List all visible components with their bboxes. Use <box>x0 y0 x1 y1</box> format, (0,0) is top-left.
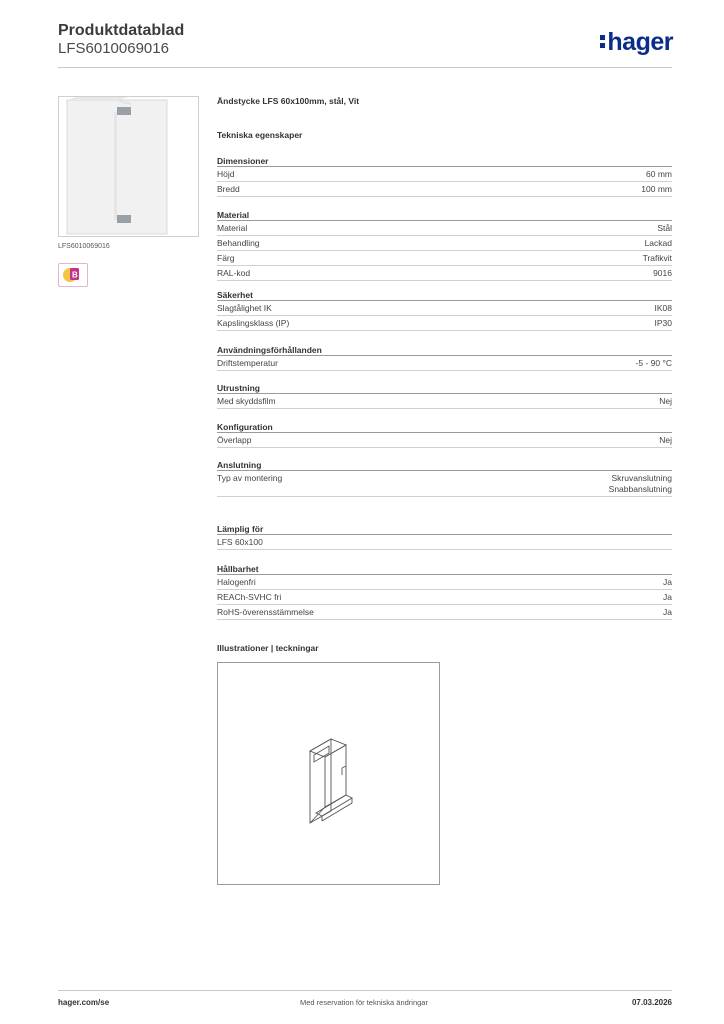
spec-label: Behandling <box>217 238 260 248</box>
section-title: Utrustning <box>217 382 672 394</box>
spec-value <box>609 473 672 495</box>
illustration-drawing <box>217 662 440 885</box>
product-description: Ändstycke LFS 60x100mm, stål, Vit <box>217 96 360 106</box>
spec-row <box>217 575 672 590</box>
spec-value-line: -5 - 90 °C <box>635 358 672 368</box>
spec-section <box>217 209 672 281</box>
spec-row <box>217 301 672 316</box>
product-image-caption: LFS6010069016 <box>58 243 110 250</box>
spec-value <box>655 303 673 314</box>
spec-label: RoHS-överensstämmelse <box>217 607 314 617</box>
spec-value <box>646 169 672 180</box>
hager-logo: hager <box>600 28 673 57</box>
spec-value-line: Snabbanslutning <box>608 484 672 494</box>
properties-heading: Tekniska egenskaper <box>217 130 303 140</box>
spec-value-line: Ja <box>663 592 672 602</box>
spec-value-line: 9016 <box>653 268 672 278</box>
spec-value <box>659 435 672 446</box>
spec-row <box>217 590 672 605</box>
spec-label: Material <box>217 223 248 233</box>
section-title: Konfiguration <box>217 421 672 433</box>
spec-row <box>217 394 672 409</box>
footer-divider <box>58 990 672 991</box>
spec-section <box>217 459 672 497</box>
spec-section <box>217 155 672 197</box>
spec-value <box>645 238 672 249</box>
spec-value <box>653 268 672 279</box>
spec-row <box>217 535 672 550</box>
spec-value-line: Stål <box>657 223 672 233</box>
spec-label: Slagtålighet IK <box>217 303 272 313</box>
spec-row <box>217 167 672 182</box>
spec-value-line: 60 mm <box>646 169 672 179</box>
spec-label: Höjd <box>217 169 235 179</box>
spec-row <box>217 221 672 236</box>
spec-row <box>217 182 672 197</box>
spec-row <box>217 266 672 281</box>
illustrations-title: Illustrationer | teckningar <box>217 643 319 653</box>
spec-value <box>643 253 672 264</box>
spec-section <box>217 523 672 550</box>
spec-section <box>217 344 672 371</box>
spec-label: Bredd <box>217 184 240 194</box>
spec-label: REACh-SVHC fri <box>217 592 282 602</box>
spec-row <box>217 356 672 371</box>
svg-text:B: B <box>72 270 78 280</box>
spec-value <box>663 592 672 603</box>
footer-website[interactable]: hager.com/se <box>58 998 110 1007</box>
spec-row <box>217 471 672 497</box>
section-title: Lämplig för <box>217 523 672 535</box>
product-code: LFS6010069016 <box>58 40 169 57</box>
spec-value-line: Nej <box>659 435 672 445</box>
spec-value <box>641 184 672 195</box>
spec-label: Överlapp <box>217 435 252 445</box>
footer-date: 07.03.2026 <box>631 998 672 1007</box>
spec-value-line: Lackad <box>644 238 672 248</box>
recycle-label-icon <box>58 263 88 287</box>
section-title: Anslutning <box>217 459 672 471</box>
spec-section <box>217 382 672 409</box>
spec-value <box>663 607 672 618</box>
spec-label: Kapslingsklass (IP) <box>217 318 290 328</box>
spec-section <box>217 421 672 448</box>
spec-value-line: Nej <box>659 396 672 406</box>
spec-value-line: Trafikvit <box>642 253 672 263</box>
spec-label: Med skyddsfilm <box>217 396 276 406</box>
spec-value <box>655 318 673 329</box>
section-title: Material <box>217 209 672 221</box>
spec-section <box>217 563 672 620</box>
spec-label: LFS 60x100 <box>217 537 263 547</box>
section-title: Hållbarhet <box>217 563 672 575</box>
spec-value-line: IP30 <box>654 318 672 328</box>
spec-row <box>217 605 672 620</box>
spec-value-line: IK08 <box>654 303 672 313</box>
spec-value <box>659 396 672 407</box>
section-title: Användningsförhållanden <box>217 344 672 356</box>
product-image <box>58 96 199 237</box>
spec-value-line: Skruvanslutning <box>611 473 672 483</box>
spec-label: Driftstemperatur <box>217 358 278 368</box>
document-title: Produktdatablad <box>58 22 185 39</box>
section-title: Säkerhet <box>217 289 672 301</box>
logo-dots-icon <box>600 32 607 50</box>
spec-value <box>663 577 672 588</box>
section-title: Dimensioner <box>217 155 672 167</box>
header-divider <box>58 67 672 68</box>
spec-row <box>217 251 672 266</box>
spec-value-line: Ja <box>663 577 672 587</box>
spec-row <box>217 433 672 448</box>
spec-row <box>217 316 672 331</box>
spec-row <box>217 236 672 251</box>
spec-value <box>636 358 672 369</box>
spec-section <box>217 289 672 331</box>
spec-value-line: 100 mm <box>641 184 672 194</box>
spec-label: Färg <box>217 253 235 263</box>
footer-disclaimer: Med reservation för tekniska ändringar <box>300 998 428 1007</box>
spec-value-line: Ja <box>663 607 672 617</box>
spec-value <box>657 223 672 234</box>
spec-label: Halogenfri <box>217 577 256 587</box>
spec-label: RAL-kod <box>217 268 251 278</box>
spec-label: Typ av montering <box>217 473 283 483</box>
